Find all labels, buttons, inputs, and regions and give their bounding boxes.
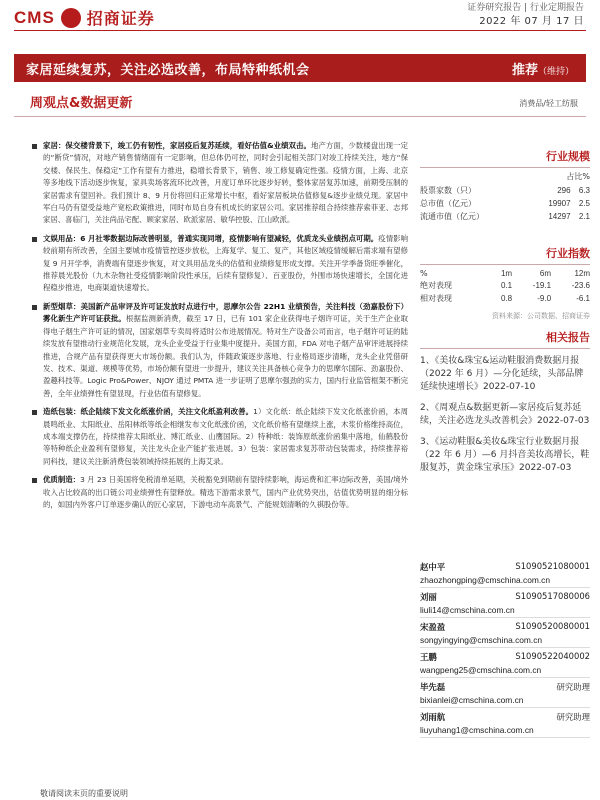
table-header: [420, 268, 590, 279]
bullet-body: 疫情影响较前期有所改善，全国主要城市疫情管控逐步放松，上海复学、复工、复产，其他区域疫情缓解后需求端有望修复 9 月开学季，消费端有望逐步恢复，对文具用品龙头的估值和业绩修复形成支撑。关注开学季备货旺季催化，推荐晨光股份（九木杂物社受疫情影响阶段性承压，后续有望修复）、百亚股份，外围市场快速增长，全国化进程稳步推进，电商渠道快速增长。: [43, 233, 408, 293]
related-reports-list: [420, 355, 590, 475]
rating-badge: [512, 59, 574, 78]
rating-label: 推荐: [511, 62, 538, 78]
analyst-email[interactable]: liuyuhang1@cmschina.com.cn: [420, 724, 590, 738]
table-row: [420, 279, 590, 292]
row-value: 14297: [548, 212, 571, 221]
bullet-item: [32, 474, 408, 511]
row-pct: 2.1: [578, 212, 590, 221]
logo-text-cn: 招商证券: [86, 9, 155, 28]
bullet-icon: [32, 237, 37, 242]
cell: 0.8: [500, 294, 513, 303]
analyst-email[interactable]: songyingying@cmschina.com.cn: [420, 634, 590, 648]
analyst-id: S1090521080001: [515, 561, 590, 571]
analyst-row: [420, 590, 590, 604]
analyst-id: 研究助理: [556, 682, 590, 692]
analyst-email[interactable]: liuli14@cmschina.com.cn: [420, 604, 590, 618]
cell: -23.6: [571, 281, 590, 290]
industry-scale-table: [420, 184, 590, 223]
bullet-body: 3 月 23 日美国将免税清单延期，关税豁免到期前有望持续影响，海运费和汇率边际改善，美国/境外收入占比较高的出口链公司业绩弹性有望释放。精选下游需求景气，国内产业优势突出，估值优势明显的细分标的，如国内外客户订单逐步确认的匠心家居，下游电动车高景气、产能规划清晰的久祺股份等。: [43, 475, 408, 509]
bullet-text: [43, 301, 408, 400]
bullet-icon: [32, 410, 37, 415]
analyst-email[interactable]: bixianlei@cmschina.com.cn: [420, 694, 590, 708]
analyst-row: [420, 650, 590, 664]
row-pct: 2.5: [578, 199, 590, 208]
footer-note: 敬请阅读末页的重要说明: [40, 789, 128, 798]
header-cell: %: [420, 269, 428, 278]
row-label: 流通市值（亿元）: [420, 212, 484, 221]
table-row: [420, 210, 590, 223]
analyst-list: [420, 560, 590, 740]
industry-scale-title: 行业规模: [420, 148, 590, 168]
industry-index-title: 行业指数: [420, 245, 590, 265]
analyst-row: [420, 710, 590, 724]
bullet-head: 文娱用品：6 月社零数据边际改善明显，普通实现同增，疫情影响有望减轻，优质龙头业绩拐点可期。: [43, 233, 379, 243]
row-label: 总市值（亿元）: [420, 199, 476, 208]
industry-index-table: [420, 268, 590, 305]
header-cell: 1m: [500, 269, 513, 278]
cell: 0.1: [500, 281, 513, 290]
bullet-icon: [32, 305, 37, 310]
report-title: 家居延续复苏，关注必选改善，布局特种纸机会: [26, 62, 310, 78]
header-cell: 12m: [574, 269, 590, 278]
bullet-icon: [32, 144, 37, 149]
analyst-id: S1090522040002: [515, 651, 590, 661]
table-row: [420, 184, 590, 197]
bullet-text: [43, 233, 408, 295]
scale-unit: 占比%: [566, 172, 590, 181]
related-report-link[interactable]: 1、《美妆&珠宝&运动鞋服消费数据月报（2022 年 6 月）—分化延续，头部品牌延续快速增长》2022-07-10: [420, 356, 584, 392]
report-type: 证券研究报告 | 行业定期报告: [467, 3, 584, 13]
bullet-body: 根据监测新消费，截至 17 日，已有 101 家企业获得电子烟许可证，关于生产企业取得电子烟生产许可证的情况，国家烟草专卖局将适时公布进展情况。特对生产设备公司而言，电子烟许可证的陆续发放有望推动行业规范化发展，龙头企业受益于行业集中度提升。美国方面，FDA 对电子烟产品审评进展持续推进，合规产品有望获得更大市场份额。我们认为，伴随政策逐步落地、行业格局逐步清晰，龙头企业凭借研发、技术、渠道、规模等优势，市场份额有望进一步提升，建议关注具备核心竞争力的思摩尔国际、劲嘉股份、盈趣科技等。Logic Pro&Power、NJOY 通过 PMTA 进一步证明了思摩尔强劲的实力，国内行业监管框架不断完善，全年业绩弹性有望显现，行业估值有望修复。: [43, 314, 408, 398]
bullet-body: 1）文化纸：纸企陆续下发文化纸涨价函，本周晨鸣纸业、太阳纸业、岳阳林纸等纸企相继发布文化纸涨价函，文化纸价格有望继续上涨，木浆价格维持高位，成本端支撑仍在，持续推荐太阳纸业、博汇纸业、山鹰国际。2）特种纸：装饰原纸涨价函集中落地，仙鹤股份等特种纸企业盈利有望修复，关注龙头企业产能扩张进展。3）包装：家居需求复苏带动包装需求，持续推荐裕同科技，建议关注新消费包装领域持续拓展的上海艾录。: [43, 407, 408, 466]
bullet-item: [32, 301, 408, 400]
bullet-item: [32, 406, 408, 468]
company-logo: [14, 6, 155, 29]
cell: -6.1: [576, 294, 590, 303]
industry-label: 消费品/轻工纺服: [519, 99, 578, 108]
analyst-email[interactable]: zhaozhongping@cmschina.com.cn: [420, 574, 590, 588]
section-title: 周观点&数据更新: [30, 96, 133, 111]
title-banner: [14, 54, 586, 82]
analyst-name: 毕先磊: [420, 682, 446, 692]
report-date: 2022 年 07 月 17 日: [479, 16, 584, 27]
analyst-row: [420, 680, 590, 694]
related-report-link[interactable]: 3、《运动鞋服&美妆&珠宝行业数据月报（22 年 6 月）—6 月抖音美妆高增长，鞋服复苏，黄金珠宝承压》2022-07-03: [420, 437, 590, 473]
bullet-body: 地产方面，少数楼盘出现一定的“断贷”情况，对地产销售情绪面有一定影响，但总体仍可控，同时会引起相关部门对竣工持续关注，地方“保交楼、保民生、保稳定”工作有望有力推进，稳增长背景下，销售、竣工修复确定性强。疫情方面，上海、北京等多地线下活动逐步恢复，家具卖场客流环比改善，月度订单环比逐步好转，整体家居复苏加速，前期受压制的家居需求有望回补。我们预计 8、9 月份将回归正常增长中枢，看好家居板块估值修复&逐步业绩兑现。家居中军白马仍有望受益地产宽松政策推进，同时布局自身有机成长的家居公司。家居推荐组合持续推荐索菲亚、志邦家居、喜临门，关注尚品宅配、顾家家居、欧派家居、敏华控股、江山欧派。: [43, 141, 408, 225]
related-reports-title: 相关报告: [420, 329, 590, 349]
main-content: [32, 140, 408, 517]
bullet-head: 新型烟草：美国新产品审评及许可证发放时点进行中，思摩尔公告 22H1 业绩预告，关注料技（劲嘉股份下）雾化新生产许可证获批。: [43, 301, 408, 324]
header-divider: [14, 30, 586, 31]
row-pct: 6.3: [578, 186, 590, 195]
row-label: 股票家数（只）: [420, 186, 476, 195]
analyst-name: 王鹏: [420, 652, 437, 662]
rating-note: （维持）: [537, 66, 574, 77]
analyst-row: [420, 560, 590, 574]
logo-text-en: CMS: [14, 7, 55, 27]
logo-mark-icon: [61, 8, 81, 28]
bullet-text: [43, 474, 408, 511]
sidebar: [420, 148, 590, 483]
section-divider: [14, 116, 586, 117]
cell: -19.1: [532, 281, 552, 290]
analyst-name: 赵中平: [420, 562, 446, 572]
analyst-id: S1090517080006: [515, 591, 590, 601]
cell: -9.0: [537, 294, 552, 303]
bullet-head: 家居：保交楼背景下，竣工仍有韧性，家居疫后复苏延续，看好估值&业绩双击。: [43, 141, 311, 150]
analyst-name: 刘丽: [420, 592, 437, 602]
bullet-item: [32, 140, 408, 227]
bullet-item: [32, 233, 408, 295]
data-source: 资料来源：公司数据、招商证券: [492, 312, 590, 320]
analyst-id: S1090520080001: [515, 621, 590, 631]
bullet-icon: [32, 478, 37, 483]
related-report-link[interactable]: 2、《周观点&数据更新—家居疫后复苏延续，关注必选龙头改善机会》2022-07-03: [420, 403, 590, 426]
bullet-head: 优质制造：: [43, 475, 81, 485]
analyst-email[interactable]: wangpeng25@cmschina.com.cn: [420, 664, 590, 678]
header-cell: 6m: [539, 269, 552, 278]
bullet-text: [43, 406, 408, 468]
analyst-id: 研究助理: [556, 712, 590, 722]
row-label: 绝对表现: [420, 281, 452, 290]
bullet-text: [43, 140, 408, 227]
table-row: [420, 197, 590, 210]
row-label: 相对表现: [420, 294, 452, 303]
bullet-head: 造纸包装：纸企陆续下发文化纸涨价函，关注文化纸盈利改善。: [43, 407, 254, 417]
table-row: [420, 292, 590, 305]
analyst-name: 刘雨航: [420, 712, 446, 722]
analyst-name: 宋盈盈: [420, 622, 446, 632]
row-value: 19907: [548, 199, 571, 208]
row-value: 296: [557, 186, 571, 195]
analyst-row: [420, 620, 590, 634]
